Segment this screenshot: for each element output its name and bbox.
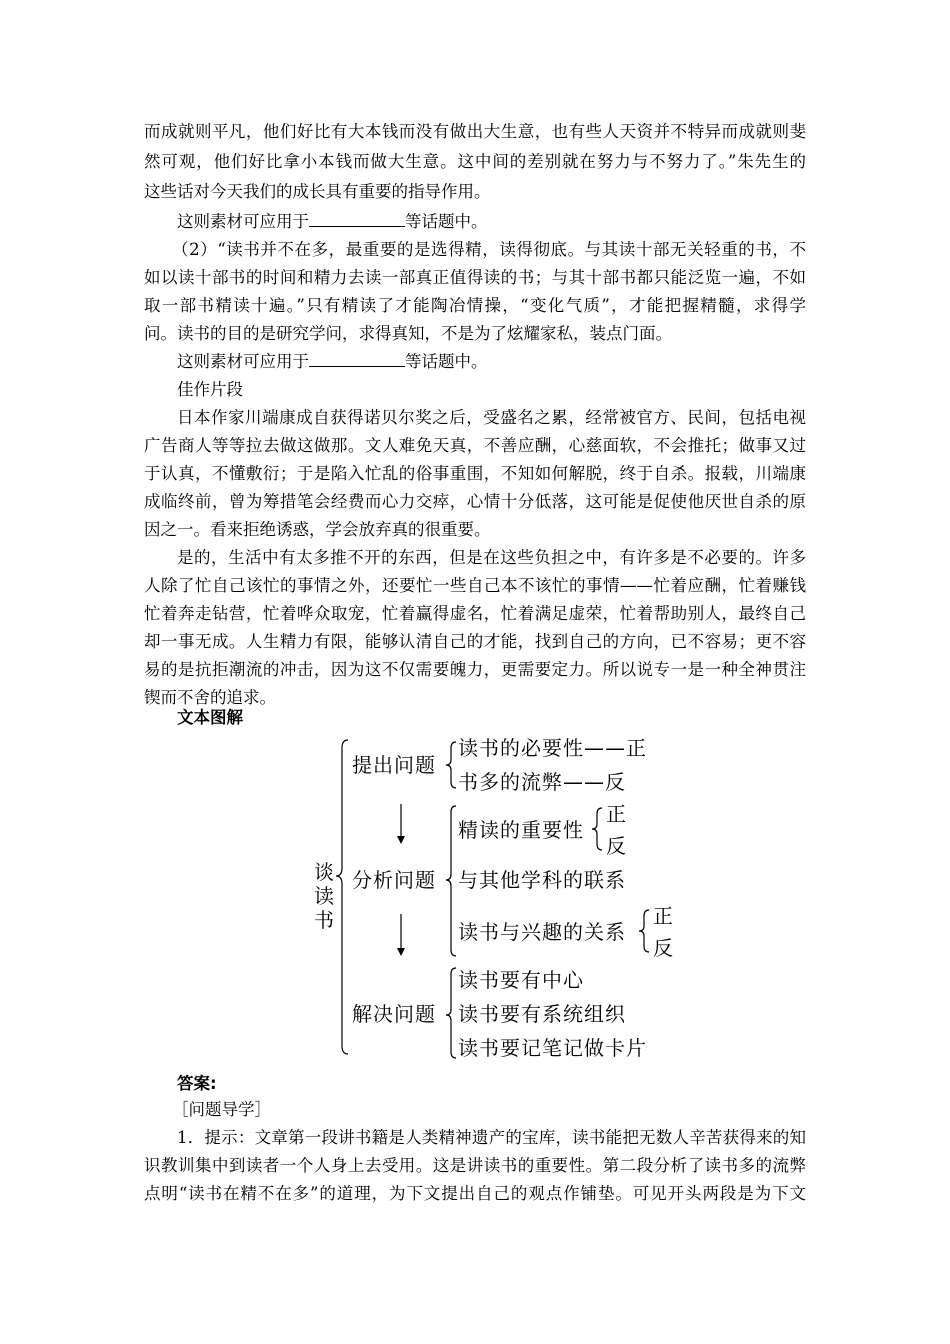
s3-item: 读书要有系统组织 [458,1002,626,1026]
paragraph-line: 如以读十部书的时间和精力去读一部真正值得读的书；与其十部书都只能泛览一遍，不如 [144,268,806,287]
s2-item-sub: 反 [653,936,674,960]
paragraph-line: 日本作家川端康成自获得诺贝尔奖之后，受盛名之累，经常被官方、民间，包括电视 [177,408,806,427]
paragraph-line: 因之一。看来拒绝诱惑，学会放弃真的很重要。 [144,520,491,539]
apply-prefix: 这则素材可应用于 [177,212,309,231]
paragraph-line: （2）“读书并不在多，最重要的是选得精，读得彻底。与其读十部无关轻重的书，不 [172,240,806,259]
s2-item-sub: 正 [606,802,627,826]
paragraph-line: 问。读书的目的是研究学问，求得真知，不是为了炫耀家私，装点门面。 [144,324,672,343]
stage-analyze-problem: 分析问题 [352,868,436,892]
section-heading-answer: 答案: [177,1074,217,1093]
s1-item: 读书的必要性——正 [458,736,647,760]
paragraph-line: 广告商人等等拉去做这做那。文人难免天真，不善应酬，心慈面软，不会推托；做事又过 [144,436,806,455]
text-diagram [300,732,680,1062]
s2-item: 精读的重要性 [458,818,584,842]
s3-item: 读书要有中心 [458,968,584,992]
paragraph-line: 这些话对今天我们的成长具有重要的指导作用。 [144,182,491,201]
apply-suffix: 等话题中。 [405,352,488,371]
sub-heading: ［问题导学］ [172,1100,271,1119]
section-heading-diagram: 文本图解 [177,708,243,727]
answer-blank [309,352,405,367]
paragraph-line: 然可观，他们好比拿小本钱而做大生意。这中间的差别就在努力与不努力了。”朱先生的 [144,152,806,171]
stage-raise-problem: 提出问题 [352,753,436,777]
s2-item-sub: 反 [606,834,627,858]
s2-item: 读书与兴趣的关系 [458,920,626,944]
apply-topic-line-1 [177,212,806,232]
stage-solve-problem: 解决问题 [352,1002,436,1026]
paragraph-line: 易的是抗拒潮流的冲击，因为这不仅需要魄力，更需要定力。所以说专一是一种全神贯注 [144,660,806,679]
s2-item: 与其他学科的联系 [458,868,626,892]
root-char: 书 [314,908,335,932]
paragraph-line: 却一事无成。人生精力有限，能够认清自己的才能，找到自己的方向，已不容易；更不容 [144,632,806,651]
paragraph-line: 于认真，不懂敷衍；于是陷入忙乱的俗事重围，不知如何解脱，终于自杀。报载，川端康 [144,464,806,483]
answer-blank [309,212,405,227]
paragraph-line: 识教训集中到读者一个人身上去受用。这是讲读书的重要性。第二段分析了读书多的流弊 [144,1156,806,1175]
paragraph-line: 锲而不舍的追求。 [144,688,276,707]
paragraph-line: 是的，生活中有太多推不开的东西，但是在这些负担之中，有许多是不必要的。许多 [177,548,806,567]
s3-item: 读书要记笔记做卡片 [458,1036,647,1060]
paragraph-line: 人除了忙自己该忙的事情之外，还要忙一些自己本不该忙的事情——忙着应酬，忙着赚钱 [144,576,806,595]
paragraph-line: 1．提示：文章第一段讲书籍是人类精神遗产的宝库，读书能把无数人辛苦获得来的知 [177,1128,806,1147]
root-char: 读 [314,884,335,908]
apply-prefix: 这则素材可应用于 [177,352,309,371]
paragraph-line: 取一部书精读十遍。”只有精读了才能陶冶情操，“变化气质”，才能把握精髓，求得学 [144,296,806,315]
s1-item: 书多的流弊——反 [458,770,626,794]
paragraph-line: 点明“读书在精不在多”的道理，为下文提出自己的观点作铺垫。可见开头两段是为下文 [144,1184,806,1203]
paragraph-line: 忙着奔走钻营，忙着哗众取宠，忙着赢得虚名，忙着满足虚荣，忙着帮助别人，最终自己 [144,604,806,623]
apply-suffix: 等话题中。 [405,212,488,231]
s2-item-sub: 正 [653,904,674,928]
paragraph-line: 成临终前，曾为筹措笔会经费而心力交瘁，心情十分低落，这可能是促使他厌世自杀的原 [144,492,806,511]
root-char: 谈 [314,860,335,884]
apply-topic-line-2 [177,352,806,372]
paragraph-line: 而成就则平凡，他们好比有大本钱而没有做出大生意，也有些人天资并不特异而成就则斐 [144,122,806,141]
section-heading-excerpt: 佳作片段 [177,380,243,399]
